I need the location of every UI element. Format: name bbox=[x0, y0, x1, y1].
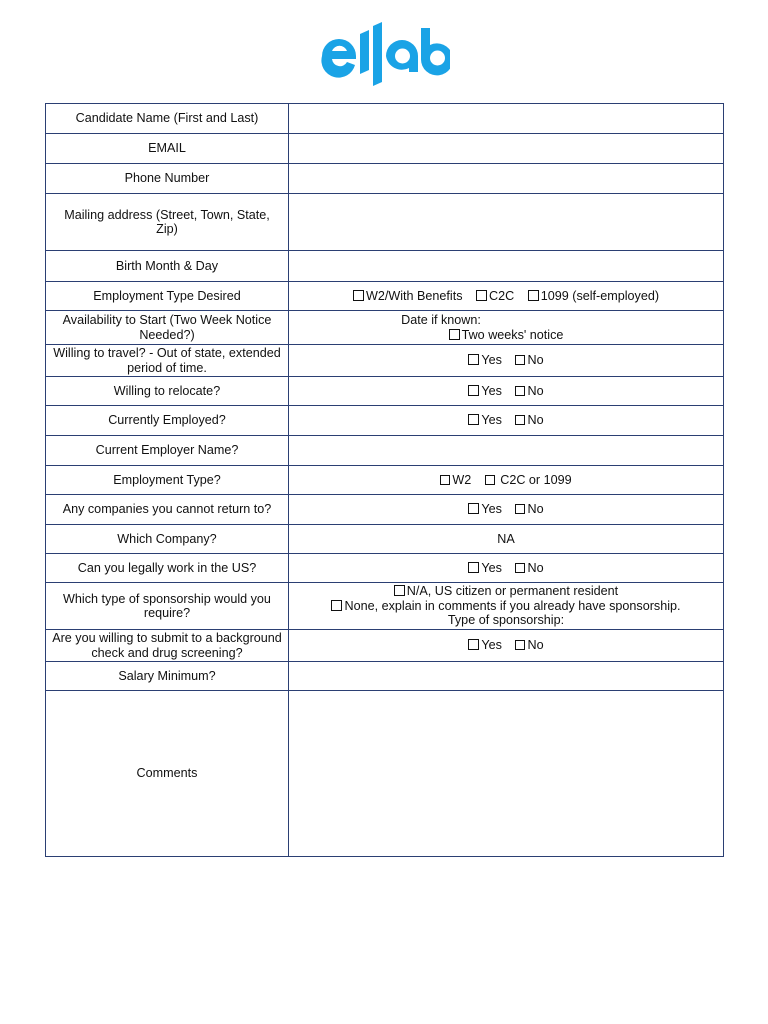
row-salary bbox=[46, 662, 724, 691]
employment-type-desired-label: Employment Type Desired bbox=[46, 282, 289, 311]
sponsorship-none-text: None, explain in comments if you already have sponsorship. bbox=[344, 598, 681, 613]
row-employment-type bbox=[46, 466, 724, 495]
background-options bbox=[289, 630, 724, 662]
option-c2c-1099 bbox=[485, 473, 572, 488]
option-w2 bbox=[440, 473, 471, 488]
employment-type-desired-options bbox=[289, 282, 724, 311]
ellab-logo-mark bbox=[320, 14, 450, 90]
employment-type-label: Employment Type? bbox=[46, 466, 289, 495]
mailing-address-label: Mailing address (Street, Town, State, Zip) bbox=[46, 194, 289, 251]
w2-benefits-checkbox[interactable] bbox=[353, 290, 364, 301]
c2c-text: C2C bbox=[489, 288, 515, 303]
currently-employed-options bbox=[289, 406, 724, 436]
travel-no-checkbox[interactable] bbox=[515, 355, 525, 365]
background-yes-text: Yes bbox=[481, 638, 502, 653]
sponsorship-option-none bbox=[295, 599, 717, 614]
legally-work-yes bbox=[468, 561, 502, 576]
travel-yes-checkbox[interactable] bbox=[468, 354, 479, 365]
mailing-address-field[interactable] bbox=[289, 194, 724, 251]
two-weeks-text: Two weeks' notice bbox=[461, 327, 564, 342]
employed-yes-checkbox[interactable] bbox=[468, 414, 479, 425]
row-currently-employed bbox=[46, 406, 724, 436]
salary-field[interactable] bbox=[289, 662, 724, 691]
employment-type-options bbox=[289, 466, 724, 495]
row-email bbox=[46, 134, 724, 164]
legally-work-no-text: No bbox=[527, 560, 544, 575]
row-legally-work bbox=[46, 554, 724, 583]
birth-field[interactable] bbox=[289, 251, 724, 282]
row-background bbox=[46, 630, 724, 662]
row-relocate bbox=[46, 377, 724, 406]
travel-yes bbox=[468, 353, 502, 368]
employed-no-text: No bbox=[527, 413, 544, 428]
availability-options bbox=[289, 311, 724, 345]
relocate-label: Willing to relocate? bbox=[46, 377, 289, 406]
comments-field[interactable] bbox=[289, 691, 724, 857]
phone-field[interactable] bbox=[289, 164, 724, 194]
background-label: Are you willing to submit to a background check and drug screening? bbox=[46, 630, 289, 662]
legally-work-no bbox=[515, 561, 543, 576]
cannot-return-yes-text: Yes bbox=[481, 502, 502, 517]
row-phone bbox=[46, 164, 724, 194]
travel-no-text: No bbox=[527, 353, 544, 368]
option-w2-benefits bbox=[353, 289, 463, 304]
relocate-no-text: No bbox=[527, 383, 544, 398]
travel-options bbox=[289, 345, 724, 377]
currently-employed-label: Currently Employed? bbox=[46, 406, 289, 436]
sponsorship-na-text: N/A, US citizen or permanent resident bbox=[406, 584, 619, 599]
travel-label: Willing to travel? - Out of state, extended period of time. bbox=[46, 345, 289, 377]
background-yes-checkbox[interactable] bbox=[468, 639, 479, 650]
travel-yes-text: Yes bbox=[481, 353, 502, 368]
1099-text: 1099 (self-employed) bbox=[540, 288, 660, 303]
employed-yes-text: Yes bbox=[481, 413, 502, 428]
sponsorship-options bbox=[289, 583, 724, 630]
row-current-employer bbox=[46, 436, 724, 466]
row-birth bbox=[46, 251, 724, 282]
relocate-no bbox=[515, 384, 543, 399]
employed-no-checkbox[interactable] bbox=[515, 415, 525, 425]
background-no bbox=[515, 638, 543, 653]
legally-work-yes-text: Yes bbox=[481, 560, 502, 575]
row-travel bbox=[46, 345, 724, 377]
cannot-return-no bbox=[515, 502, 543, 517]
row-candidate-name bbox=[46, 104, 724, 134]
sponsorship-na-checkbox[interactable] bbox=[394, 585, 405, 596]
cannot-return-no-checkbox[interactable] bbox=[515, 504, 525, 514]
availability-label: Availability to Start (Two Week Notice Needed?) bbox=[46, 311, 289, 345]
legally-work-label: Can you legally work in the US? bbox=[46, 554, 289, 583]
legally-work-no-checkbox[interactable] bbox=[515, 563, 525, 573]
sponsorship-option-na bbox=[295, 584, 717, 599]
relocate-no-checkbox[interactable] bbox=[515, 386, 525, 396]
birth-label: Birth Month & Day bbox=[46, 251, 289, 282]
cannot-return-label: Any companies you cannot return to? bbox=[46, 495, 289, 525]
availability-date-text: Date if known: bbox=[401, 313, 481, 327]
availability-two-weeks bbox=[295, 328, 717, 343]
relocate-yes-checkbox[interactable] bbox=[468, 385, 479, 396]
cannot-return-options bbox=[289, 495, 724, 525]
phone-label: Phone Number bbox=[46, 164, 289, 194]
background-no-checkbox[interactable] bbox=[515, 640, 525, 650]
c2c-1099-text: C2C or 1099 bbox=[500, 472, 572, 487]
w2-benefits-text: W2/With Benefits bbox=[365, 288, 463, 303]
row-sponsorship bbox=[46, 583, 724, 630]
background-yes bbox=[468, 638, 502, 653]
comments-label: Comments bbox=[46, 691, 289, 857]
email-field[interactable] bbox=[289, 134, 724, 164]
candidate-form-table bbox=[45, 103, 724, 857]
row-mailing bbox=[46, 194, 724, 251]
salary-label: Salary Minimum? bbox=[46, 662, 289, 691]
w2-checkbox[interactable] bbox=[440, 475, 450, 485]
relocate-yes-text: Yes bbox=[481, 383, 502, 398]
employed-no bbox=[515, 413, 543, 428]
sponsorship-type-text: Type of sponsorship: bbox=[447, 613, 565, 628]
employed-yes bbox=[468, 413, 502, 428]
ellab-logo bbox=[320, 14, 450, 90]
option-1099 bbox=[528, 289, 659, 304]
cannot-return-no-text: No bbox=[527, 502, 544, 517]
row-cannot-return bbox=[46, 495, 724, 525]
w2-text: W2 bbox=[452, 472, 472, 487]
background-no-text: No bbox=[527, 638, 544, 653]
candidate-name-label: Candidate Name (First and Last) bbox=[46, 104, 289, 134]
c2c-1099-checkbox[interactable] bbox=[485, 475, 495, 485]
row-employment-type-desired bbox=[46, 282, 724, 311]
relocate-options bbox=[289, 377, 724, 406]
which-company-value: NA bbox=[289, 525, 724, 554]
row-comments bbox=[46, 691, 724, 857]
email-label: EMAIL bbox=[46, 134, 289, 164]
option-c2c bbox=[476, 289, 514, 304]
current-employer-field[interactable] bbox=[289, 436, 724, 466]
legally-work-options bbox=[289, 554, 724, 583]
cannot-return-yes-checkbox[interactable] bbox=[468, 503, 479, 514]
current-employer-label: Current Employer Name? bbox=[46, 436, 289, 466]
which-company-label: Which Company? bbox=[46, 525, 289, 554]
sponsorship-label: Which type of sponsorship would you require? bbox=[46, 583, 289, 630]
candidate-name-field[interactable] bbox=[289, 104, 724, 134]
row-availability bbox=[46, 311, 724, 345]
two-weeks-checkbox[interactable] bbox=[449, 329, 460, 340]
row-which-company bbox=[46, 525, 724, 554]
legally-work-yes-checkbox[interactable] bbox=[468, 562, 479, 573]
c2c-checkbox[interactable] bbox=[476, 290, 487, 301]
travel-no bbox=[515, 353, 543, 368]
relocate-yes bbox=[468, 384, 502, 399]
1099-checkbox[interactable] bbox=[528, 290, 539, 301]
sponsorship-none-checkbox[interactable] bbox=[331, 600, 342, 611]
cannot-return-yes bbox=[468, 502, 502, 517]
